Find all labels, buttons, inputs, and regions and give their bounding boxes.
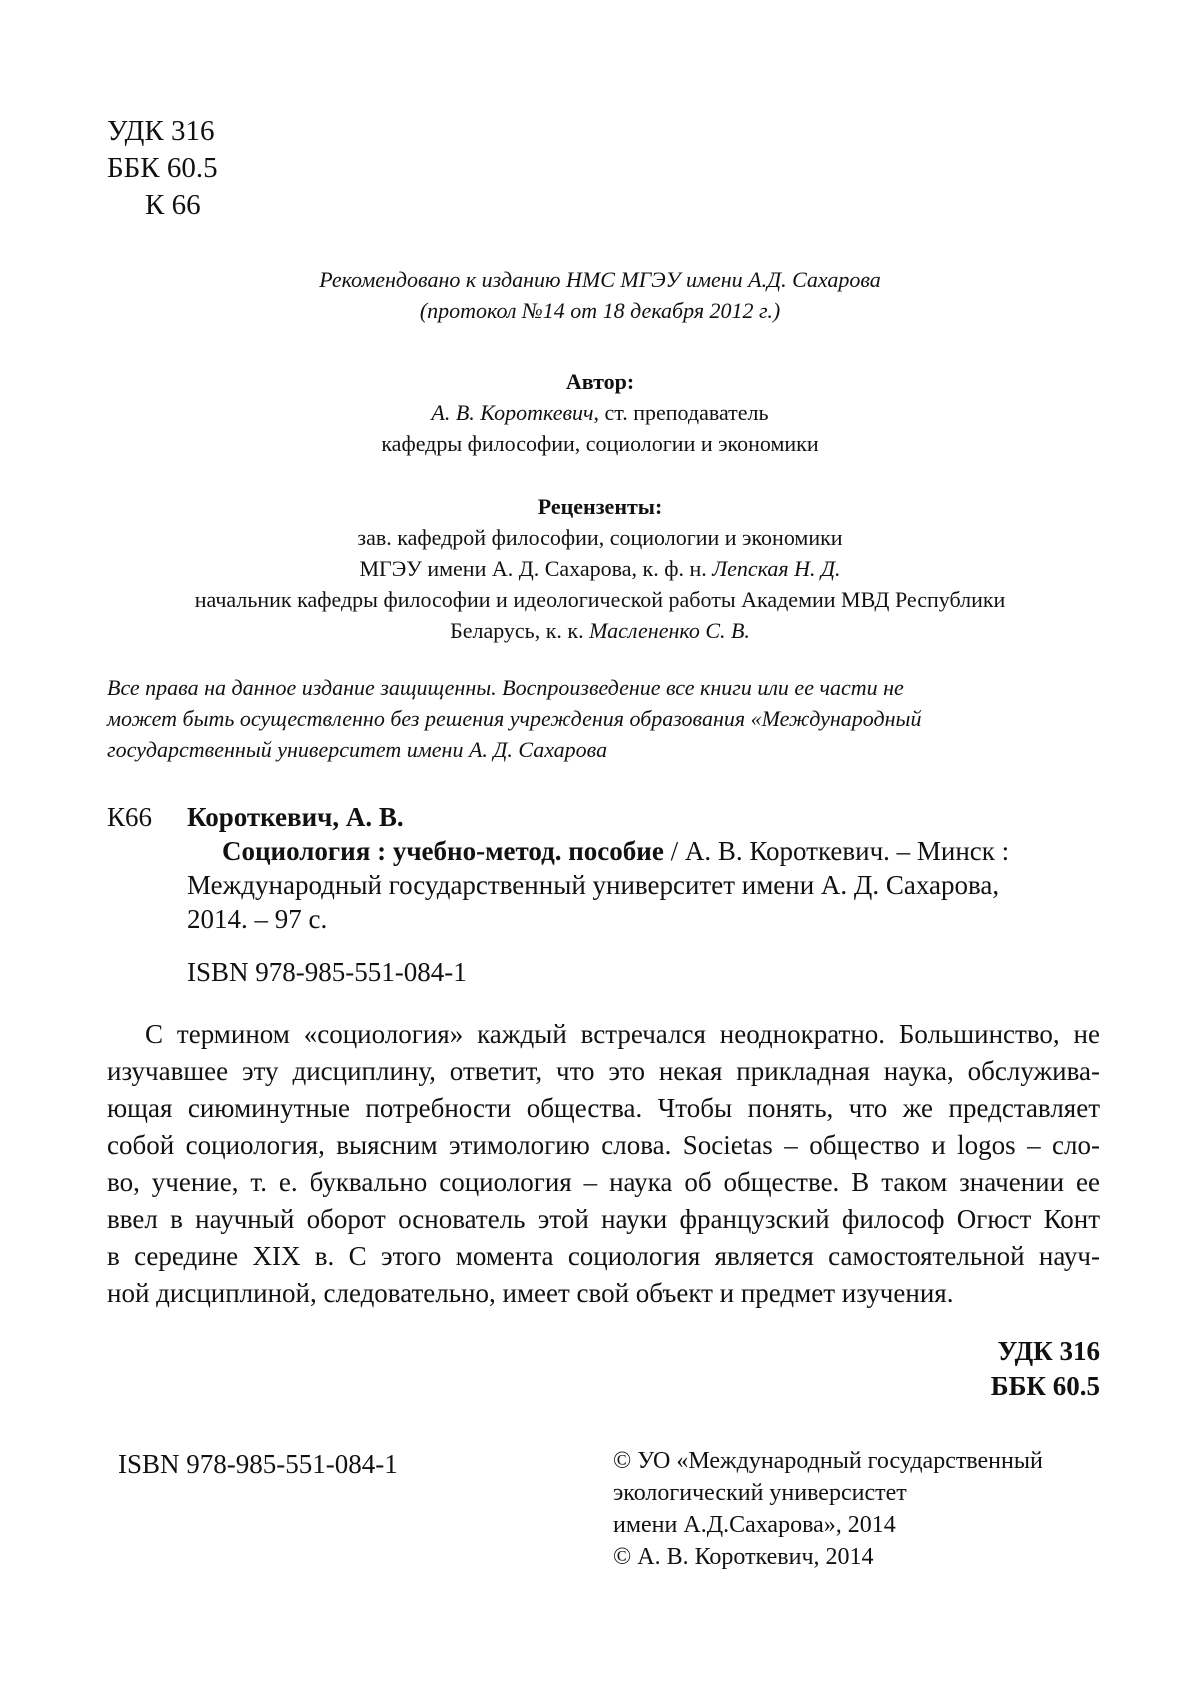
abstract-line: в середине XIX в. С этого момента социология является самостоятельной науч- — [107, 1241, 1100, 1271]
reviewer-line-4-prefix: Беларусь, к. к. — [450, 618, 590, 643]
abstract-line: ввел в научный оборот основатель этой науки французский философ Огюст Конт — [107, 1204, 1100, 1234]
reviewer-line-4 — [100, 615, 1100, 646]
bbk-code: ББК 60.5 — [107, 152, 218, 184]
rights-line-3: государственный университет имени А. Д. Сахарова — [107, 737, 608, 762]
author-heading: Автор: — [565, 369, 635, 394]
classification-codes — [107, 113, 218, 224]
biblio-author: Короткевич, А. В. — [187, 802, 404, 832]
bibliographic-record — [187, 800, 1097, 936]
rights-line-2: может быть осуществленно без решения учреждения образования «Международный — [107, 706, 922, 731]
copyright-block — [613, 1445, 1043, 1573]
author-department: кафедры философии, социологии и экономики — [381, 431, 819, 456]
biblio-year-pages: 2014. – 97 с. — [187, 904, 328, 934]
copyright-line: © А. В. Короткевич, 2014 — [613, 1544, 874, 1570]
udk-code: УДК 316 — [107, 115, 215, 147]
reviewers-heading: Рецензенты: — [537, 494, 663, 519]
copyright-line: имени А.Д.Сахарова», 2014 — [613, 1512, 896, 1538]
recommendation-line-2: (протокол №14 от 18 декабря 2012 г.) — [419, 298, 781, 323]
rights-line-1: Все права на данное издание защищенны. Воспроизведение все книги или ее части не — [107, 675, 904, 700]
rights-notice — [107, 672, 1097, 765]
abstract-line: изучавшее эту дисциплину, ответит, что это некая прикладная наука, обслужива- — [107, 1056, 1100, 1086]
reviewer-line-1: зав. кафедрой философии, социологии и экономики — [357, 525, 843, 550]
biblio-isbn: ISBN 978-985-551-084-1 — [187, 957, 467, 987]
reviewer-line-2 — [100, 553, 1100, 584]
footer-udk-code: УДК 316 — [997, 1336, 1100, 1366]
recommendation-note — [100, 264, 1100, 326]
abstract-line: собой социология, выясним этимологию слова. Societas – общество и logos – сло- — [107, 1130, 1100, 1160]
author-line — [100, 397, 1100, 428]
reviewer-line-3: начальник кафедры философии и идеологической работы Академии МВД Республики — [194, 587, 1006, 612]
reviewer-1-name: Лепская Н. Д. — [712, 556, 841, 581]
biblio-publisher: Международный государственный университет имени А. Д. Сахарова, — [187, 870, 1000, 900]
abstract-line: ющая сиюминутные потребности общества. Чтобы понять, что же представляет — [107, 1093, 1100, 1123]
copyright-line: экологический универсистет — [613, 1480, 907, 1506]
abstract — [107, 1016, 1100, 1312]
footer-bbk-code: ББК 60.5 — [990, 1371, 1100, 1401]
reviewer-2-name: Маслененко С. В. — [589, 618, 750, 643]
author-mark: К 66 — [145, 189, 201, 221]
biblio-title-rest: / А. В. Короткевич. – Минск : — [663, 836, 1010, 866]
reviewers-block — [100, 491, 1100, 646]
biblio-mark: К66 — [107, 802, 153, 832]
abstract-line: во, учение, т. е. буквально социология – наука об обществе. В таком значении ее — [107, 1167, 1100, 1197]
footer-classification-codes — [991, 1334, 1100, 1404]
abstract-line: ной дисциплиной, следовательно, имеет свой объект и предмет изучения. — [107, 1278, 954, 1308]
author-position: , ст. преподаватель — [593, 400, 769, 425]
abstract-line: С термином «социология» каждый встречался неоднократно. Большинство, не — [145, 1019, 1100, 1049]
reviewer-line-2-prefix: МГЭУ имени А. Д. Сахарова, к. ф. н. — [359, 556, 713, 581]
author-block — [100, 366, 1100, 459]
biblio-title-line — [187, 834, 1097, 868]
recommendation-line-1: Рекомендовано к изданию НМС МГЭУ имени А.Д. Сахарова — [319, 267, 881, 292]
footer-isbn: ISBN 978-985-551-084-1 — [118, 1449, 398, 1479]
copyright-line: © УО «Международный государственный — [613, 1448, 1043, 1474]
biblio-title: Социология : учебно-метод. пособие — [222, 836, 664, 866]
author-name: А. В. Короткевич — [431, 400, 594, 425]
